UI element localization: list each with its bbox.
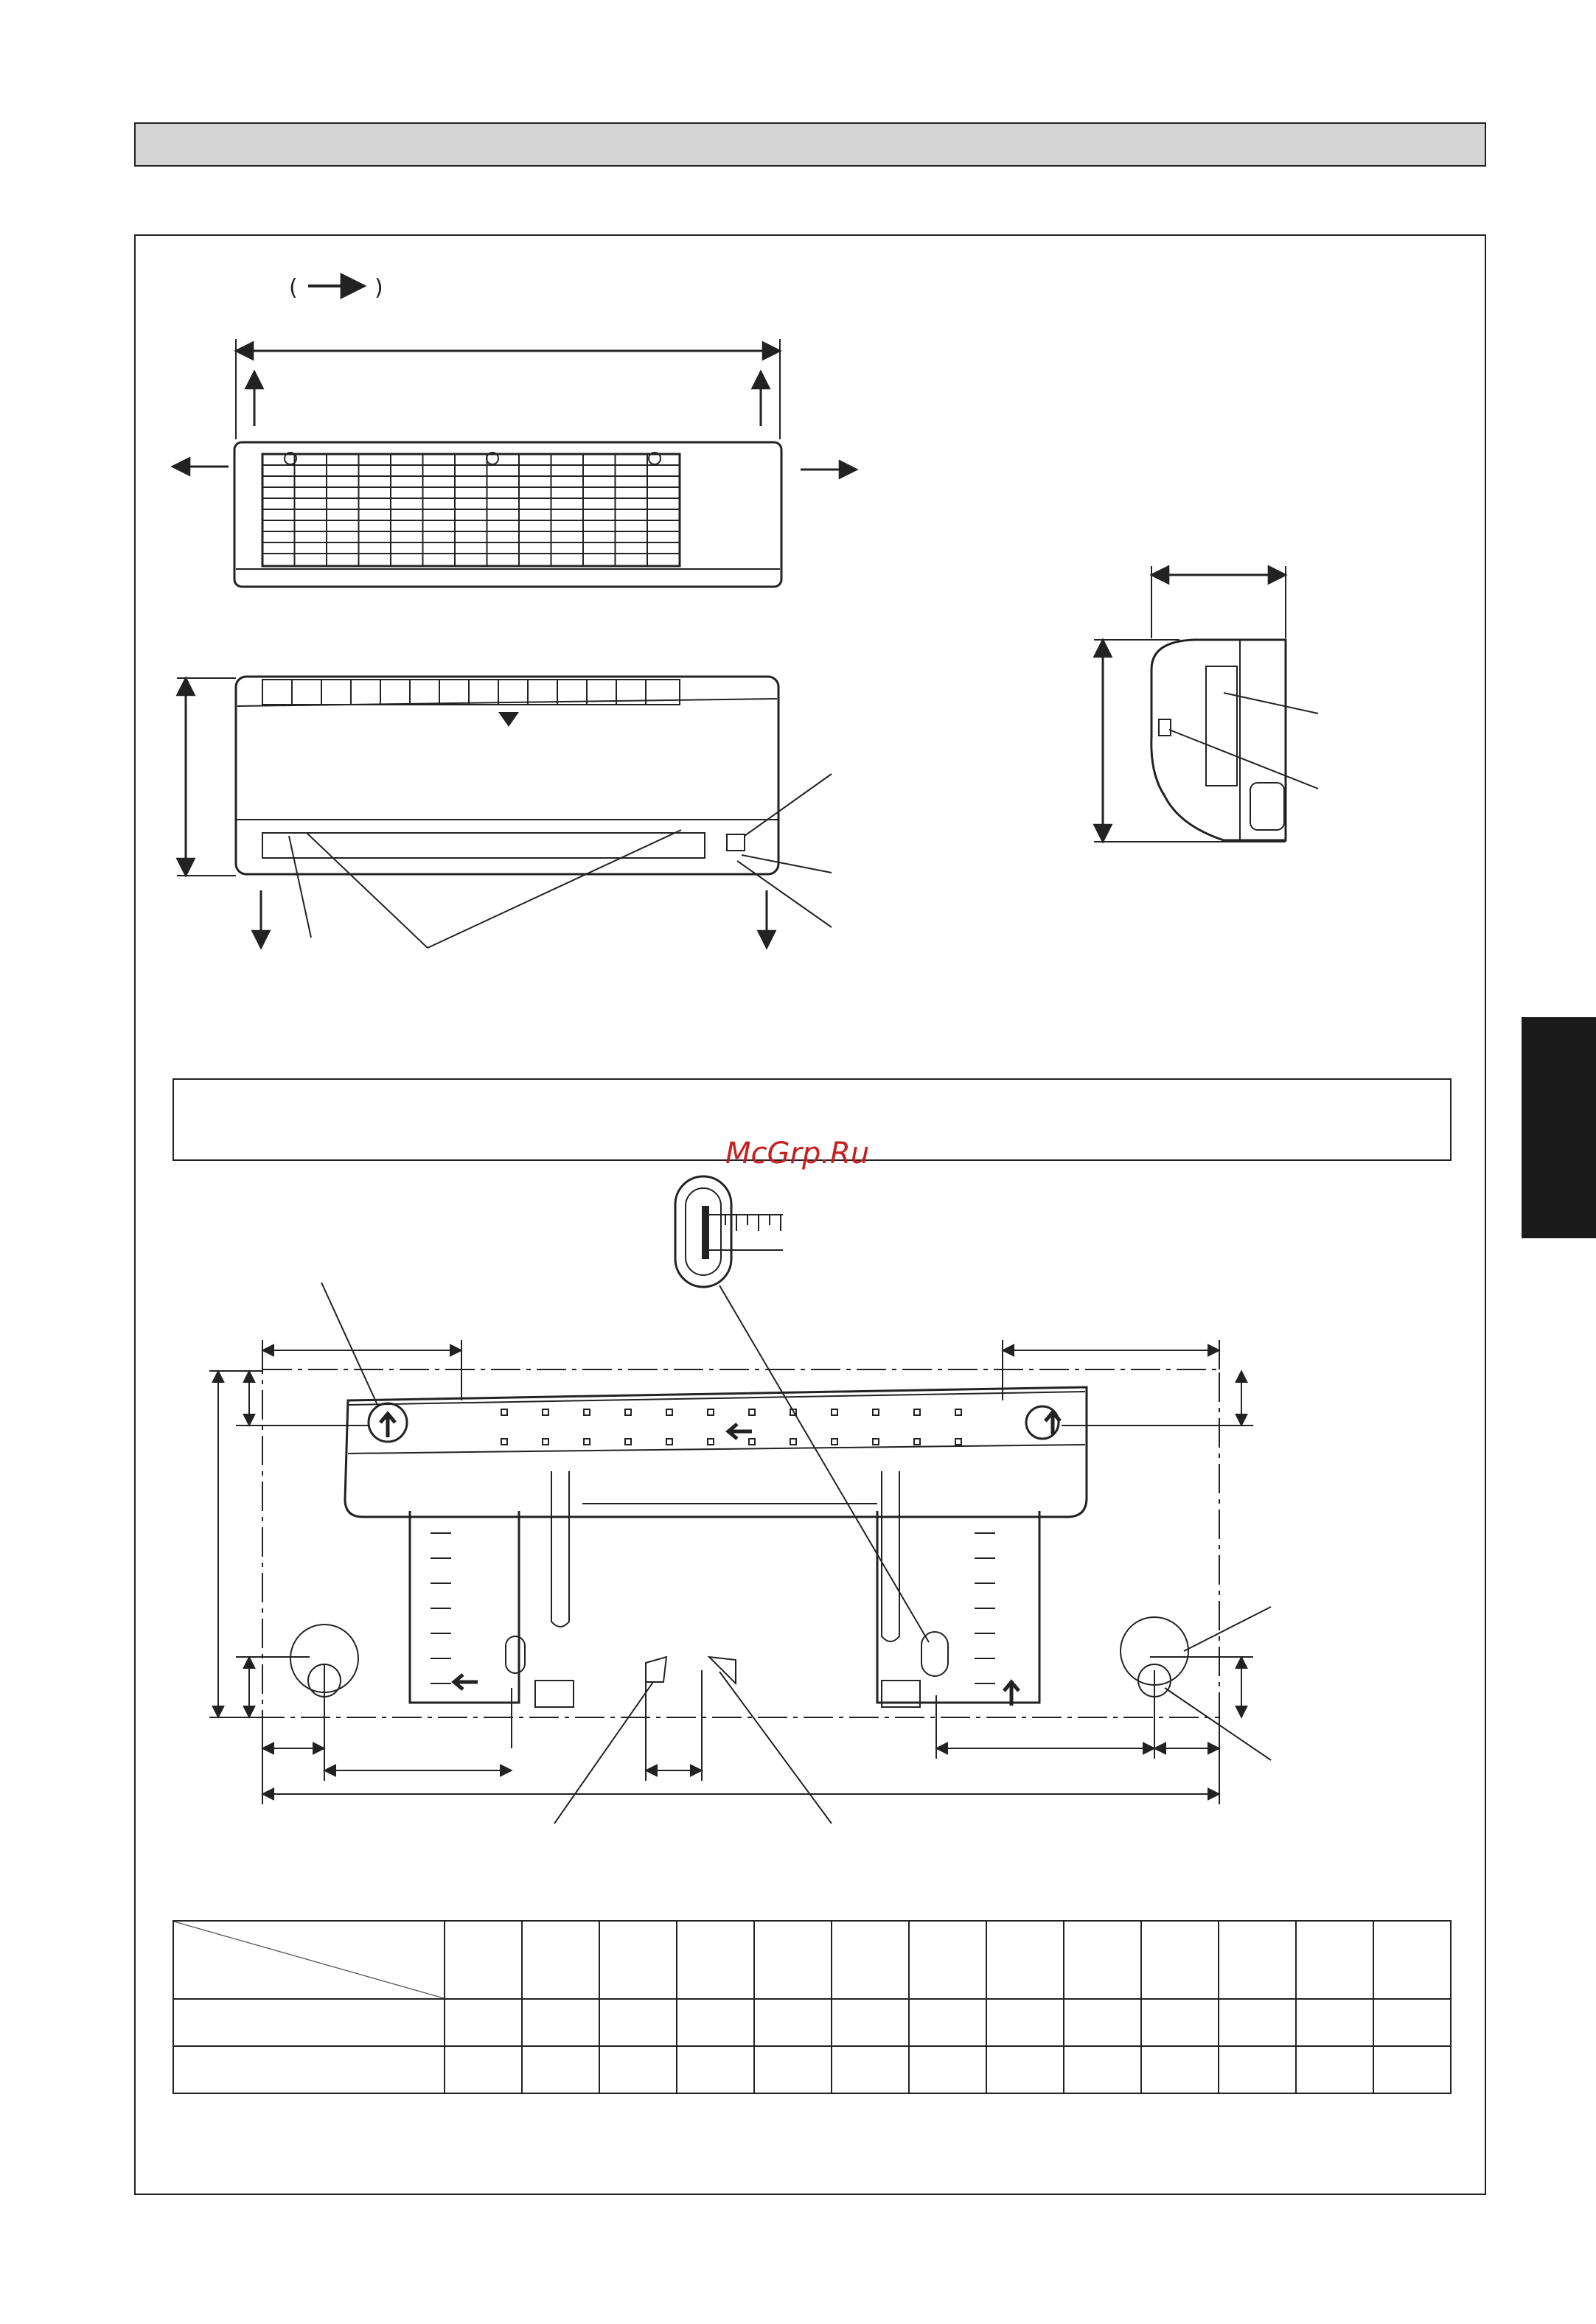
table-cell: [1219, 2046, 1296, 2093]
table-cell: [1141, 1921, 1219, 1999]
table-cell: [832, 1921, 909, 1999]
side-view-pipe-outlet: [1250, 783, 1284, 830]
plate-left-leg: [410, 1511, 519, 1703]
side-view-body: [1151, 640, 1286, 840]
table-row: [173, 1999, 1451, 2046]
table-cell: [1064, 1921, 1141, 1999]
tape-marker-right: [709, 1657, 736, 1683]
table-cell: [1373, 1921, 1451, 1999]
table-cell: [599, 1921, 677, 1999]
table-cell: [1141, 2046, 1219, 2093]
table-cell: [1373, 2046, 1451, 2093]
table-cell: [445, 1921, 522, 1999]
table-cell: [1141, 1999, 1219, 2046]
table-row-label: [173, 2046, 445, 2093]
table-cell: [445, 1999, 522, 2046]
table-cell: [522, 1921, 599, 1999]
table-cell: [754, 2046, 832, 2093]
table-corner-cell: [173, 1921, 445, 1999]
table-cell: [522, 1999, 599, 2046]
table-cell: [1296, 1921, 1373, 1999]
up-arrow-icon-left: [380, 1414, 395, 1437]
table-cell: [445, 2046, 522, 2093]
indicator-lamp: [727, 834, 745, 851]
legend-open-paren: (: [289, 275, 298, 301]
level-hole-left: [506, 1636, 525, 1673]
table-row: [173, 1921, 1451, 1999]
left-arrow-icon-center: [728, 1424, 752, 1439]
side-view: [1094, 566, 1318, 842]
table-cell: [1064, 1999, 1141, 2046]
table-cell: [1064, 2046, 1141, 2093]
top-view: [173, 339, 857, 587]
tape-marker-left: [646, 1657, 666, 1682]
front-view: [177, 677, 832, 948]
table-cell: [832, 1999, 909, 2046]
table-cell: [909, 1921, 986, 1999]
side-view-label-plate: [1206, 666, 1237, 786]
table-cell: [599, 1999, 677, 2046]
dimension-table: [173, 1920, 1452, 2094]
table-cell: [677, 1921, 754, 1999]
table-cell: [522, 2046, 599, 2093]
side-view-switch: [1159, 719, 1171, 736]
table-cell: [1219, 1999, 1296, 2046]
level-hole-right: [921, 1632, 948, 1676]
airflow-legend: [289, 275, 383, 301]
table-row: [173, 2046, 1451, 2093]
table-cell: [986, 1921, 1064, 1999]
table-cell: [754, 1999, 832, 2046]
table-cell: [599, 2046, 677, 2093]
legend-close-paren: ): [374, 275, 383, 301]
table-cell: [909, 1999, 986, 2046]
table-cell: [754, 1921, 832, 1999]
table-cell: [909, 2046, 986, 2093]
table-cell: [1296, 2046, 1373, 2093]
mounting-plate-view: [209, 1283, 1271, 1824]
table-cell: [1373, 1999, 1451, 2046]
table-cell: [832, 2046, 909, 2093]
table-cell: [1296, 1999, 1373, 2046]
table-cell: [986, 2046, 1064, 2093]
center-mark-icon: [498, 712, 519, 727]
front-view-body: [236, 677, 778, 874]
plate-right-leg: [877, 1511, 1039, 1703]
table-row-label: [173, 1999, 445, 2046]
left-arrow-icon-leg: [454, 1675, 478, 1689]
table-cell: [986, 1999, 1064, 2046]
table-cell: [677, 1999, 754, 2046]
watermark-text: McGrp.Ru: [725, 1137, 870, 1170]
table-cell: [1219, 1921, 1296, 1999]
table-cell: [677, 2046, 754, 2093]
